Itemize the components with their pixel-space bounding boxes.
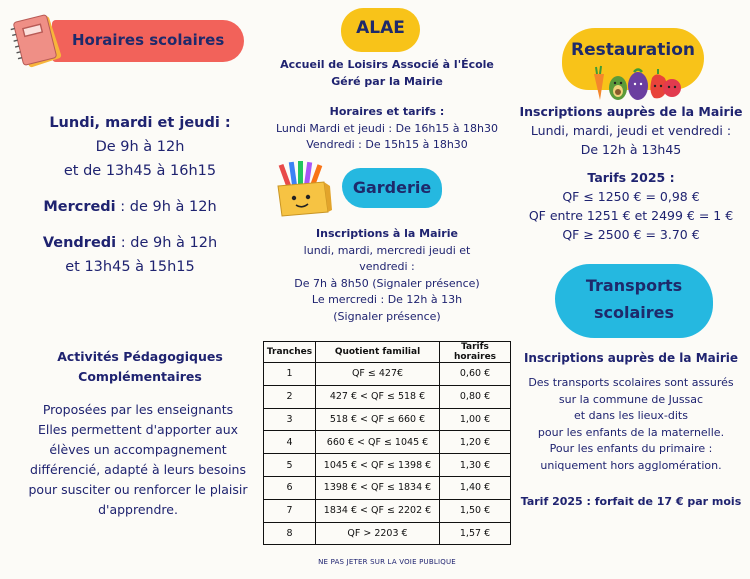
table-cell: 8 [264, 522, 316, 545]
garderie-mercredi-note: (Signaler présence) [333, 309, 441, 323]
garderie-title: Garderie [352, 178, 432, 197]
table-cell: 7 [264, 499, 316, 522]
transports-inscriptions: Inscriptions auprès de la Mairie [523, 351, 739, 365]
garderie-days1: lundi, mardi, mercredi jeudi et [303, 243, 471, 257]
table-cell: 2 [264, 385, 316, 408]
garderie-mercredi: Le mercredi : De 12h à 13h [311, 293, 463, 306]
mercredi-hours: : de 9h à 12h [115, 199, 217, 215]
apc-title-line1: Activités Pédagogiques [57, 349, 223, 364]
table-cell: 6 [264, 476, 316, 499]
table-cell: 5 [264, 454, 316, 477]
alae-tarifs [263, 104, 511, 154]
tarifs-table [263, 341, 511, 545]
horaires-title: Horaires scolaires [72, 31, 225, 49]
table-header-qf: Quotient familial [316, 342, 440, 363]
alae-subtitle [263, 57, 511, 90]
table-cell: 1,57 € [440, 522, 511, 545]
lmj-label: Lundi, mardi et jeudi : [49, 115, 231, 131]
apc-title [40, 347, 240, 387]
alae-title: ALAE [356, 18, 405, 38]
table-cell: 0,80 € [440, 385, 511, 408]
vendredi-afternoon: et 13h45 à 15h15 [65, 259, 195, 275]
vegetables-icon [590, 64, 682, 102]
notebook-icon [8, 10, 68, 70]
vendredi-block [30, 231, 230, 279]
transports-line: et dans les lieux-dits [574, 409, 688, 422]
table-cell: 660 € < QF ≤ 1045 € [316, 431, 440, 454]
table-cell: 0,60 € [440, 363, 511, 386]
table-row [264, 408, 511, 431]
apc-line: Proposées par les enseignants [42, 402, 234, 417]
vendredi-label: Vendredi [42, 235, 117, 251]
restauration-tarif2: QF entre 1251 € et 2499 € = 1 € [528, 208, 734, 223]
table-row [264, 499, 511, 522]
alae-tarifs-heading: Horaires et tarifs : [329, 105, 445, 118]
apc-body [18, 400, 258, 520]
schedule-block [40, 111, 240, 183]
transports-line: sur la commune de Jussac [558, 392, 704, 406]
table-cell: 4 [264, 431, 316, 454]
restauration-tarifs-title: Tarifs 2025 : [587, 170, 675, 185]
garderie-days2: vendredi : [359, 260, 415, 273]
table-cell: 3 [264, 408, 316, 431]
table-cell: 1,30 € [440, 454, 511, 477]
table-cell: QF ≤ 427€ [316, 363, 440, 386]
table-cell: 1,50 € [440, 499, 511, 522]
table-row [264, 522, 511, 545]
transports-title-line1: Transports [585, 276, 683, 295]
table-cell: 1,20 € [440, 431, 511, 454]
apc-line: différencié, adapté à leurs besoins [30, 462, 246, 477]
table-cell: 1 [264, 363, 316, 386]
transports-title [555, 272, 713, 326]
table-row [264, 363, 511, 386]
transports-title-line2: scolaires [593, 303, 675, 322]
table-cell: 1,00 € [440, 408, 511, 431]
restauration-inscriptions: Inscriptions auprès de la Mairie [519, 104, 743, 119]
table-header-tarifs: Tarifs horaires [440, 342, 511, 363]
table-header-tranches: Tranches [264, 342, 316, 363]
apc-line: d'apprendre. [98, 502, 178, 517]
transports-line: pour les enfants de la maternelle. [537, 425, 725, 439]
table-cell: 518 € < QF ≤ 660 € [316, 408, 440, 431]
footer-note: NE PAS JETER SUR LA VOIE PUBLIQUE [318, 558, 456, 566]
table-cell: 427 € < QF ≤ 518 € [316, 385, 440, 408]
alae-line1: Lundi Mardi et jeudi : De 16h15 à 18h30 [275, 121, 499, 135]
alae-subtitle2: Géré par la Mairie [331, 74, 443, 88]
table-cell: 1398 € < QF ≤ 1834 € [316, 476, 440, 499]
transports-body [515, 375, 747, 474]
restauration-hours: De 12h à 13h45 [580, 142, 682, 157]
table-header-row [264, 342, 511, 363]
transports-line: Pour les enfants du primaire : [549, 442, 713, 455]
garderie-info [263, 226, 511, 325]
crayon-box-icon [274, 160, 332, 220]
table-row [264, 431, 511, 454]
transports-line: Des transports scolaires sont assurés [528, 376, 734, 389]
alae-line2: Vendredi : De 15h15 à 18h30 [306, 138, 468, 151]
mercredi-line [30, 194, 230, 219]
apc-line: Elles permettent d'apporter aux [37, 422, 239, 437]
restauration-info [515, 102, 747, 159]
garderie-inscriptions: Inscriptions à la Mairie [316, 227, 458, 240]
restauration-title: Restauration [570, 40, 696, 60]
restauration-tarifs [515, 168, 747, 244]
table-row [264, 385, 511, 408]
garderie-hours: De 7h à 8h50 (Signaler présence) [294, 276, 480, 290]
table-cell: 1834 € < QF ≤ 2202 € [316, 499, 440, 522]
vendredi-hours: : de 9h à 12h [116, 235, 218, 251]
table-cell: 1045 € < QF ≤ 1398 € [316, 454, 440, 477]
lmj-morning: De 9h à 12h [95, 139, 185, 155]
table-row [264, 454, 511, 477]
restauration-days: Lundi, mardi, jeudi et vendredi : [530, 123, 732, 138]
restauration-tarif1: QF ≤ 1250 € = 0,98 € [562, 189, 700, 204]
restauration-tarif3: QF ≥ 2500 € = 3.70 € [562, 227, 700, 242]
apc-title-line2: Complémentaires [78, 369, 202, 384]
table-cell: QF > 2203 € [316, 522, 440, 545]
table-row [264, 476, 511, 499]
apc-line: pour susciter ou renforcer le plaisir [28, 482, 248, 497]
lmj-afternoon: et de 13h45 à 16h15 [63, 163, 217, 179]
table-cell: 1,40 € [440, 476, 511, 499]
mercredi-label: Mercredi [43, 199, 116, 215]
alae-subtitle1: Accueil de Loisirs Associé à l'École [280, 58, 494, 71]
transports-line: uniquement hors agglomération. [540, 458, 722, 472]
apc-line: élèves un accompagnement [49, 442, 227, 457]
transports-tarif: Tarif 2025 : forfait de 17 € par mois [520, 495, 742, 508]
